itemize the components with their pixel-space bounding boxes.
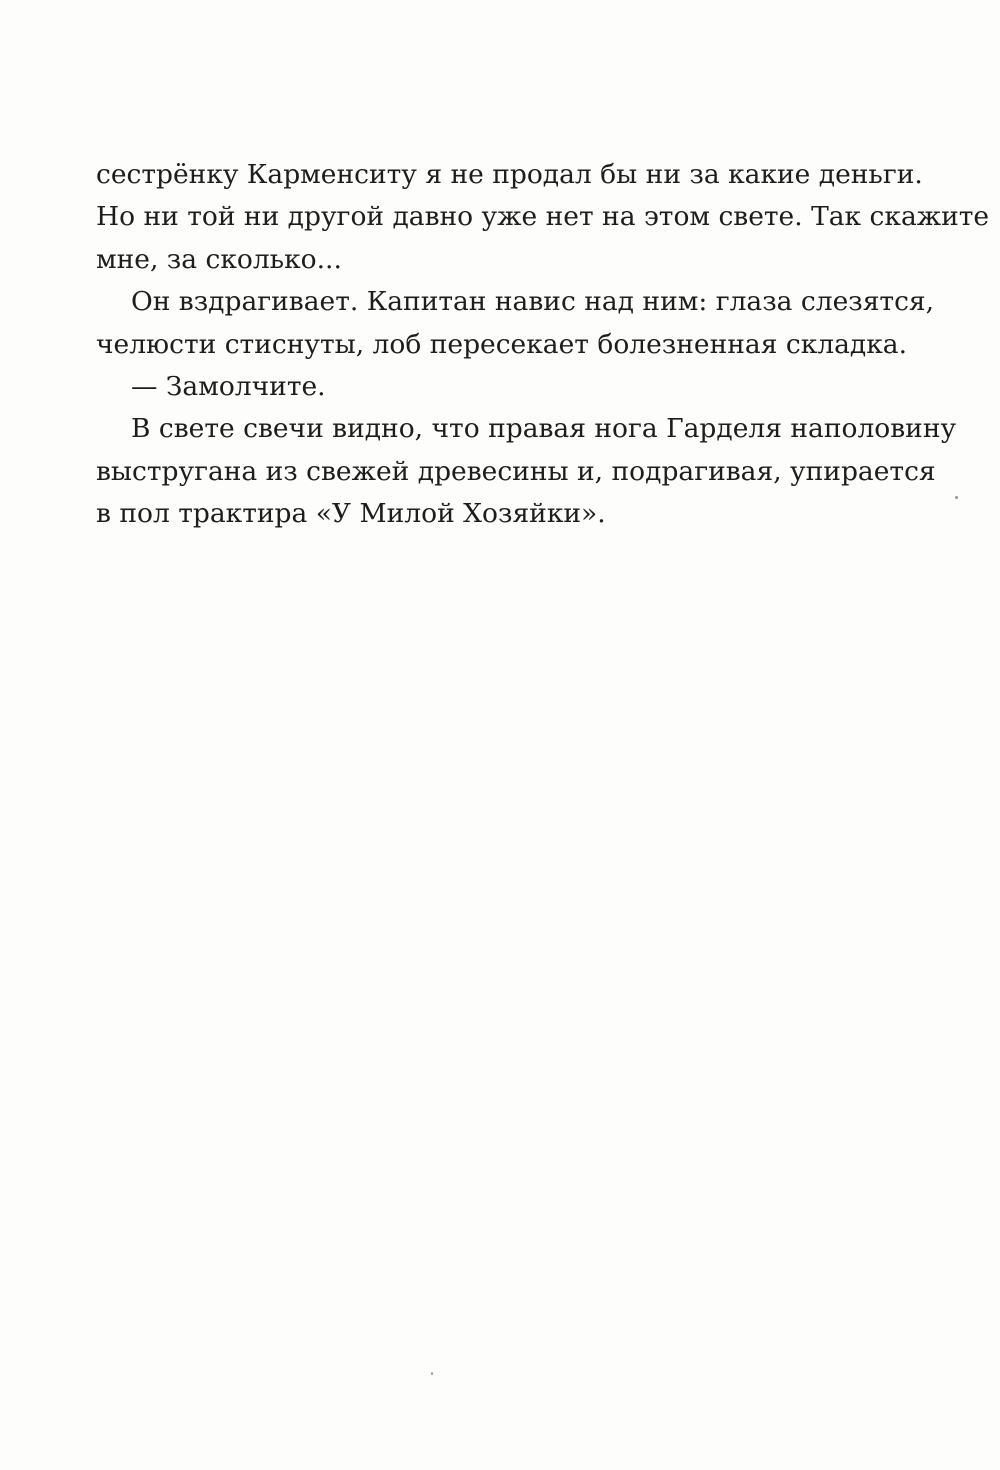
text-line: мне, за сколько...	[96, 243, 342, 275]
text-line: Он вздрагивает. Капитан навис над ним: глаза слезятся,	[131, 286, 935, 318]
text-line: челюсти стиснуты, лоб пересекает болезненная складка.	[96, 328, 907, 360]
text-line: в пол трактира «У Милой Хозяйки».	[96, 498, 606, 530]
paper-speck	[955, 496, 958, 499]
body-text	[96, 154, 990, 536]
text-line: В свете свечи видно, что правая нога Гарделя наполовину	[131, 413, 957, 445]
text-line: выстругана из свежей древесины и, подрагивая, упирается	[96, 455, 936, 487]
text-line: сестрёнку Карменситу я не продал бы ни за какие деньги.	[96, 159, 923, 190]
text-line: — Замолчите.	[131, 370, 326, 402]
paper-speck	[431, 1372, 433, 1375]
text-line: Но ни той ни другой давно уже нет на этом свете. Так скажите	[96, 201, 990, 233]
